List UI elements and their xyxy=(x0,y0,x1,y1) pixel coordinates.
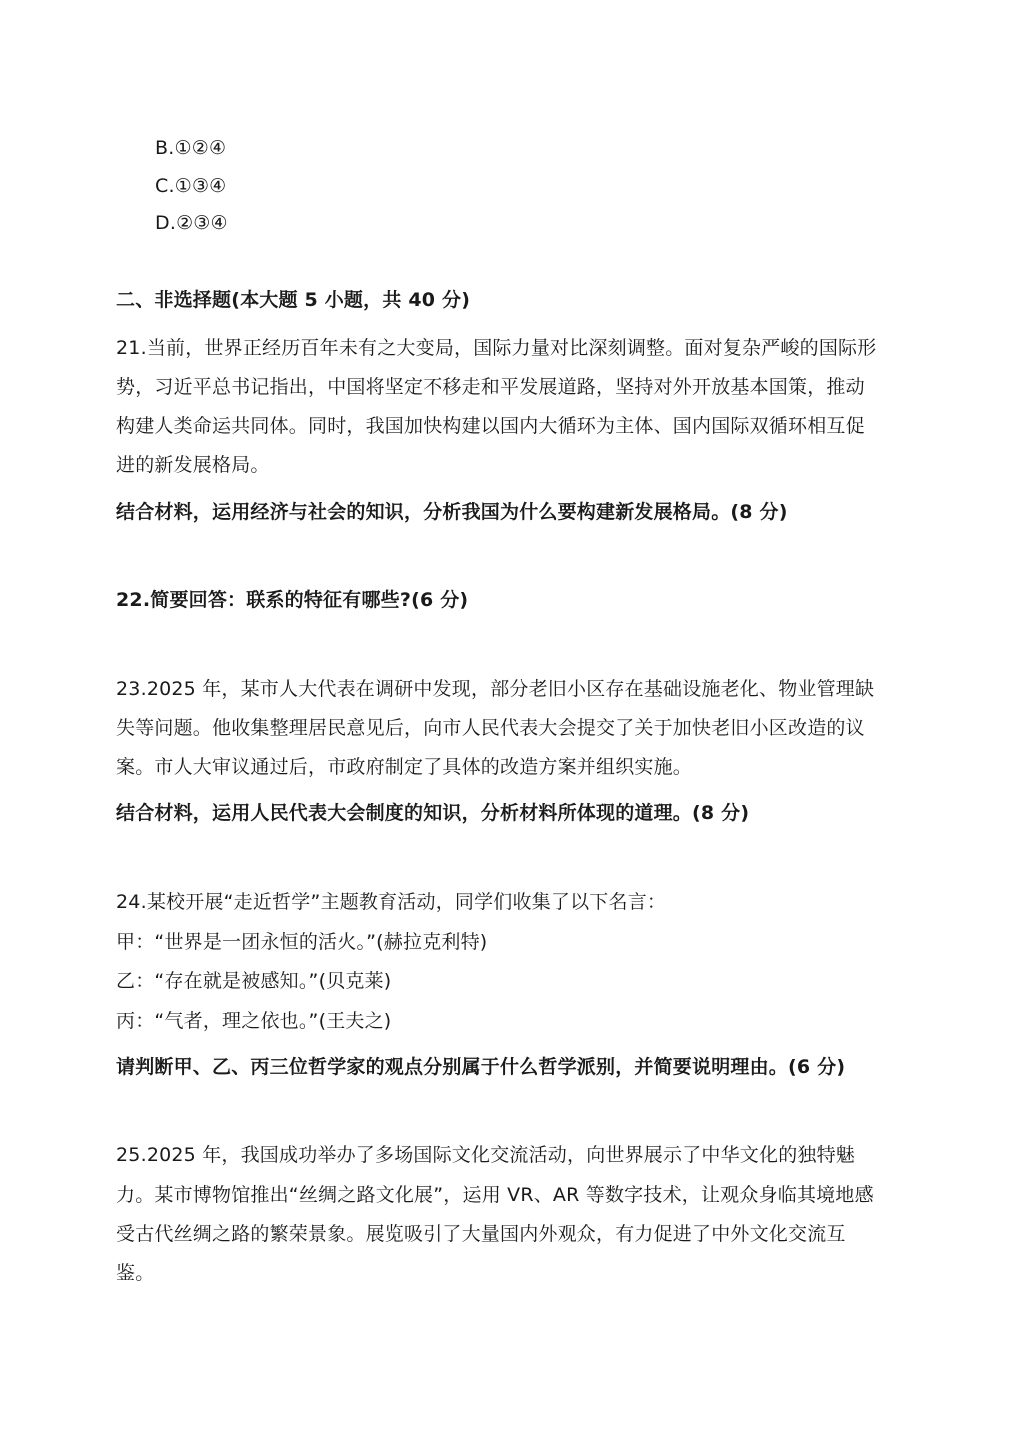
option-d: D.②③④ xyxy=(155,212,228,234)
q25-line-3: 受古代丝绸之路的繁荣景象。展览吸引了大量国内外观众，有力促进了中外文化交流互 xyxy=(116,1223,846,1245)
q21-line-3: 构建人类命运共同体。同时，我国加快构建以国内大循环为主体、国内国际双循环相互促 xyxy=(116,415,865,437)
q24-line-1: 24.某校开展“走近哲学”主题教育活动，同学们收集了以下名言： xyxy=(116,891,667,913)
q23-line-3: 案。市人大审议通过后，市政府制定了具体的改造方案并组织实施。 xyxy=(116,756,693,778)
q25-line-1: 25.2025 年，我国成功举办了多场国际文化交流活动，向世界展示了中华文化的独特魅 xyxy=(116,1144,856,1166)
q21-prompt: 结合材料，运用经济与社会的知识，分析我国为什么要构建新发展格局。(8 分) xyxy=(116,501,788,523)
q21-line-2: 势，习近平总书记指出，中国将坚定不移走和平发展道路，坚持对外开放基本国策，推动 xyxy=(116,376,865,398)
q23-line-2: 失等问题。他收集整理居民意见后，向市人民代表大会提交了关于加快老旧小区改造的议 xyxy=(116,717,865,739)
q25-line-2: 力。某市博物馆推出“丝绸之路文化展”，运用 VR、AR 等数字技术，让观众身临其境地感 xyxy=(116,1184,874,1206)
q24-quote-bing: 丙：“气者，理之依也。”(王夫之) xyxy=(116,1010,392,1032)
q22-prompt: 22.简要回答：联系的特征有哪些?(6 分) xyxy=(116,589,469,611)
option-c: C.①③④ xyxy=(155,175,227,197)
q21-line-4: 进的新发展格局。 xyxy=(116,454,270,476)
q21-line-1: 21.当前，世界正经历百年未有之大变局，国际力量对比深刻调整。面对复杂严峻的国际形 xyxy=(116,337,877,359)
q24-prompt: 请判断甲、乙、丙三位哲学家的观点分别属于什么哲学派别，并简要说明理由。(6 分) xyxy=(116,1056,846,1078)
q25-line-4: 鉴。 xyxy=(116,1262,155,1284)
section-title: 二、非选择题(本大题 5 小题，共 40 分) xyxy=(116,289,471,311)
option-b: B.①②④ xyxy=(155,137,227,159)
q24-quote-jia: 甲：“世界是一团永恒的活火。”(赫拉克利特) xyxy=(116,931,488,953)
q23-prompt: 结合材料，运用人民代表大会制度的知识，分析材料所体现的道理。(8 分) xyxy=(116,802,750,824)
q23-line-1: 23.2025 年，某市人大代表在调研中发现，部分老旧小区存在基础设施老化、物业管理缺 xyxy=(116,678,875,700)
q24-quote-yi: 乙：“存在就是被感知。”(贝克莱) xyxy=(116,970,392,992)
